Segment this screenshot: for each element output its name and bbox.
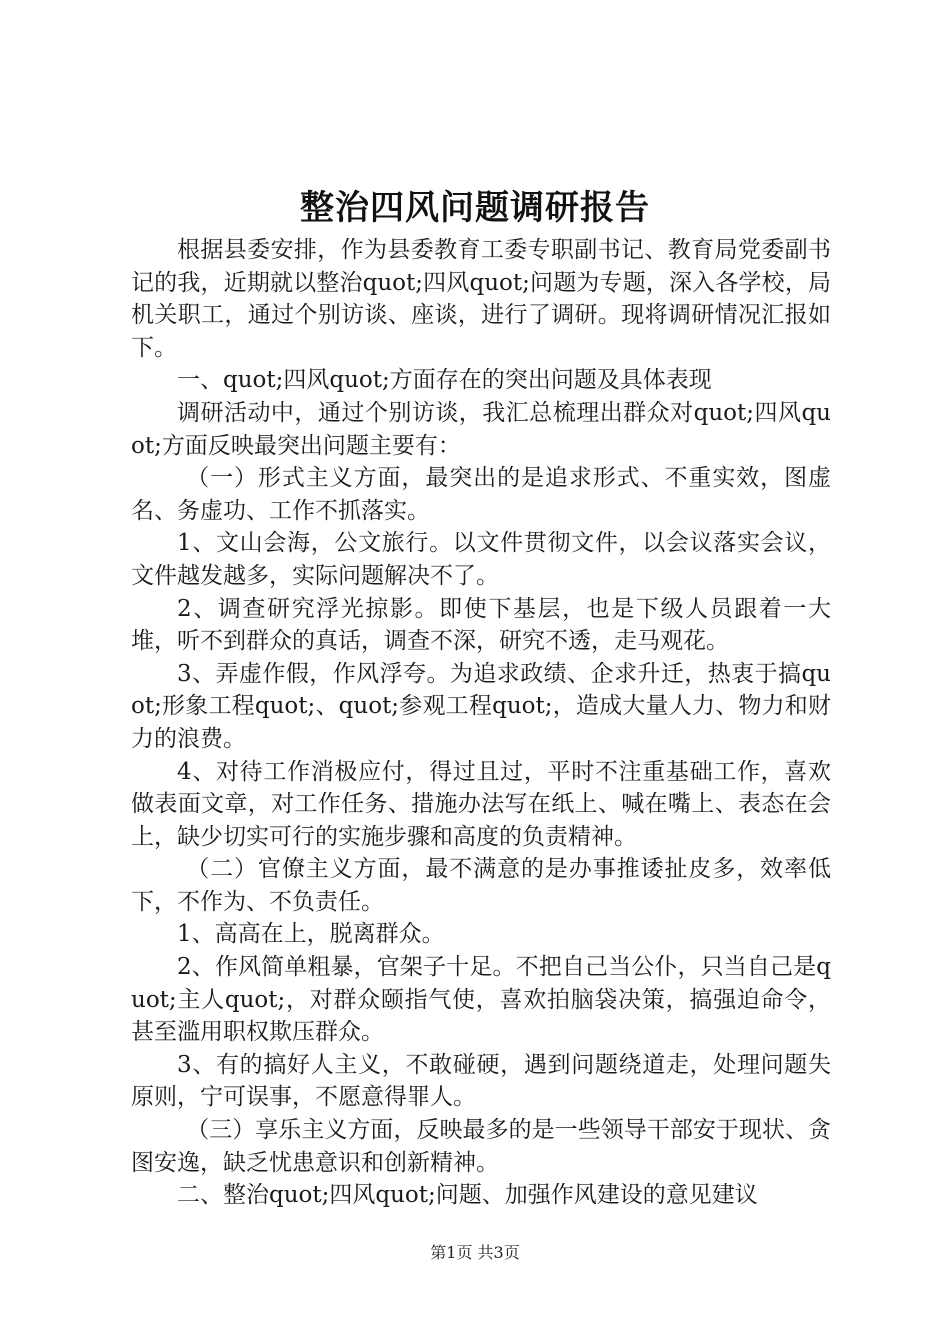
paragraph-survey: 调研活动中，通过个别访谈，我汇总梳理出群众对quot;四风quot;方面反映最突出问题主要有：: [131, 399, 831, 459]
subsection-bureaucracy: （二）官僚主义方面，最不满意的是办事推诿扯皮多，效率低下，不作为、不负责任。: [131, 856, 831, 915]
document-title: 整治四风问题调研报告: [300, 188, 650, 228]
section-heading-1: 一、quot;四风quot;方面存在的突出问题及具体表现: [177, 367, 712, 394]
subsection-formalism: （一）形式主义方面，最突出的是追求形式、不重实效，图虚名、务虚功、工作不抓落实。: [131, 465, 831, 524]
subsection-hedonism: （三）享乐主义方面，反映最多的是一些领导干部安于现状、贪图安逸，缺乏忧患意识和创新精神。: [131, 1117, 831, 1176]
list-item: 3、有的搞好人主义，不敢碰硬，遇到问题绕道走，处理问题失原则，宁可误事，不愿意得罪人。: [131, 1051, 831, 1111]
list-item: 3、弄虚作假，作风浮夸。为追求政绩、企求升迁，热衷于搞quot;形象工程quot;、quot;参观工程quot;，造成大量人力、物力和财力的浪费。: [131, 660, 831, 752]
list-item: 4、对待工作消极应付，得过且过，平时不注重基础工作，喜欢做表面文章，对工作任务、措施办法写在纸上、喊在嘴上、表态在会上，缺少切实可行的实施步骤和高度的负责精神。: [131, 758, 831, 850]
document-body: [131, 234, 831, 1212]
list-item: 2、调查研究浮光掠影。即使下基层，也是下级人员跟着一大堆，听不到群众的真话，调查不深，研究不透，走马观花。: [131, 595, 831, 655]
section-heading-2: 二、整治quot;四风quot;问题、加强作风建设的意见建议: [177, 1182, 758, 1209]
list-item: 2、作风简单粗暴，官架子十足。不把自己当公仆，只当自己是quot;主人quot;，对群众颐指气使，喜欢拍脑袋决策，搞强迫命令，甚至滥用职权欺压群众。: [131, 954, 831, 1046]
page-indicator: 第1页 共3页: [430, 1243, 520, 1262]
list-item: 1、高高在上，脱离群众。: [177, 921, 445, 948]
paragraph-intro: 根据县委安排，作为县委教育工委专职副书记、教育局党委副书记的我，近期就以整治quot;四风quot;问题为专题，深入各学校，局机关职工，通过个别访谈、座谈，进行了调研。现将调研情况汇报如下。: [131, 237, 831, 361]
list-item: 1、文山会海，公文旅行。以文件贯彻文件，以会议落实会议，文件越发越多，实际问题解决不了。: [131, 530, 831, 589]
